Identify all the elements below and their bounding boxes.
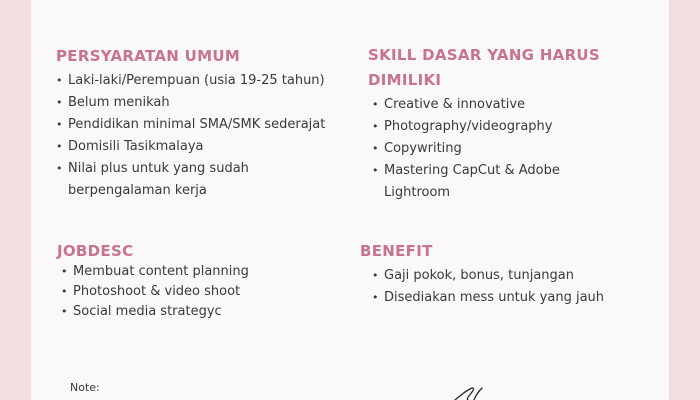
list-item: • Photoshoot & video shoot: [61, 282, 347, 302]
section-skill-dasar: [368, 43, 628, 204]
list-item: • Copywriting: [372, 138, 628, 160]
skill-list: [372, 94, 628, 204]
section-heading: PERSYARATAN UMUM: [56, 47, 241, 65]
list-item: • Laki-laki/Perempuan (usia 19-25 tahun): [56, 70, 346, 92]
signature-icon: [452, 386, 492, 400]
list-item: • Mastering CapCut & Adobe Lightroom: [372, 160, 628, 204]
list-item: • Photography/videography: [372, 116, 628, 138]
section-jobdesc: [57, 239, 347, 322]
list-item: • Gaji pokok, bonus, tunjangan: [372, 265, 640, 287]
section-heading: SKILL DASAR YANG HARUS DIMILIKI: [368, 46, 601, 89]
section-heading: BENEFIT: [360, 242, 433, 260]
list-item: • Belum menikah: [56, 92, 346, 114]
list-item: • Creative & innovative: [372, 94, 628, 116]
section-benefit: [360, 239, 640, 309]
list-item: • Nilai plus untuk yang sudah berpengalaman kerja: [56, 158, 288, 202]
list-item: • Pendidikan minimal SMA/SMK sederajat: [56, 114, 346, 136]
section-persyaratan-umum: [56, 44, 346, 202]
list-item: • Social media strategyc: [61, 302, 347, 322]
list-item: • Domisili Tasikmalaya: [56, 136, 346, 158]
jobdesc-list: [61, 262, 347, 322]
requirement-list: [56, 70, 346, 202]
section-heading: JOBDESC: [57, 242, 134, 260]
note-label: Note:: [70, 381, 100, 394]
list-item: • Membuat content planning: [61, 262, 347, 282]
benefit-list: [372, 265, 640, 309]
list-item: • Disediakan mess untuk yang jauh: [372, 287, 640, 309]
